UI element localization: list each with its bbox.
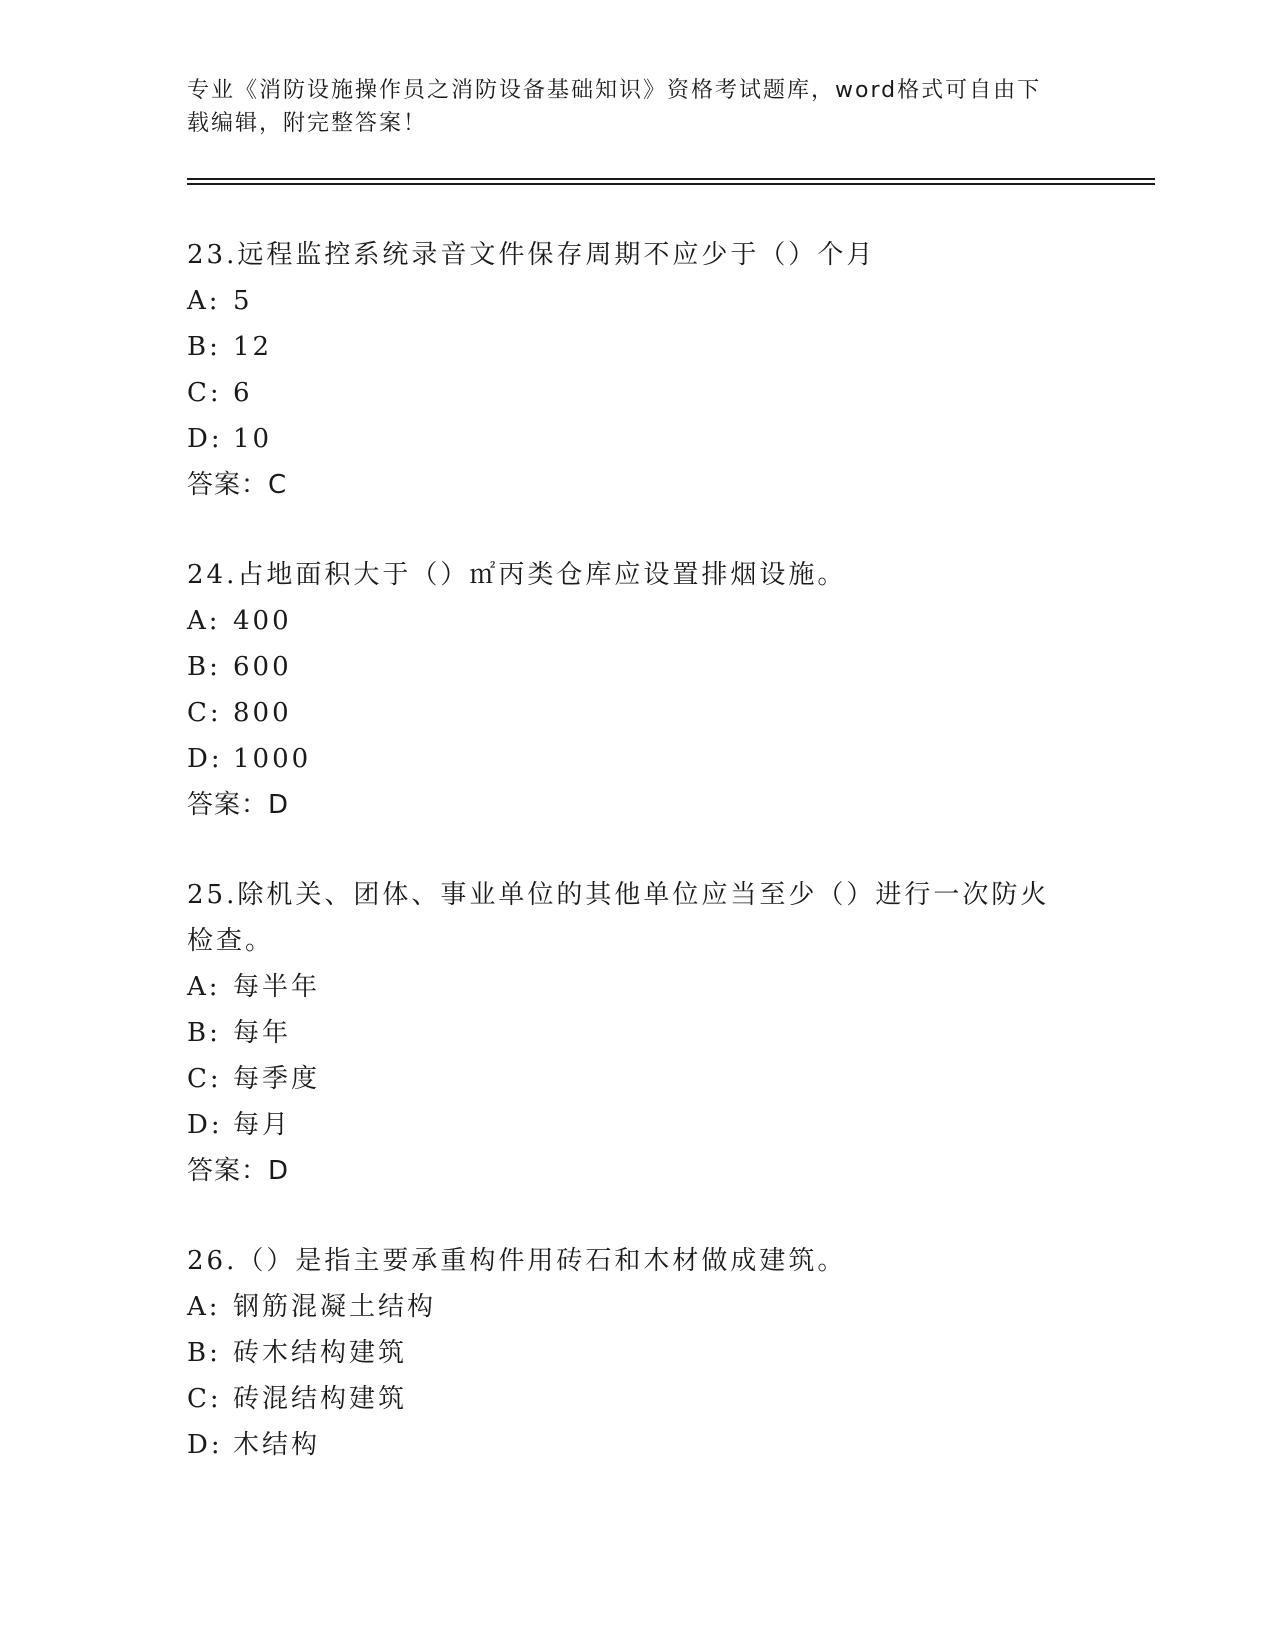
option-text: 每季度 <box>233 1064 321 1094</box>
answer-line: 答案：C <box>187 470 288 500</box>
option-key: A: <box>187 286 221 316</box>
option-key: A: <box>187 606 221 636</box>
option-a <box>187 1284 1087 1330</box>
answer-line: 答案：D <box>187 790 290 820</box>
option-d <box>187 1422 1087 1468</box>
option-text: 12 <box>233 332 273 362</box>
option-key: D: <box>187 744 223 774</box>
option-key: C: <box>187 698 222 728</box>
option-text: 800 <box>233 698 292 728</box>
option-text: 每半年 <box>233 972 321 1002</box>
option-key: B: <box>187 332 221 362</box>
option-key: D: <box>187 1430 223 1460</box>
question-stem: 25.除机关、团体、事业单位的其他单位应当至少（）进行一次防火检查。 <box>187 880 1050 956</box>
option-key: C: <box>187 378 222 408</box>
option-c <box>187 370 1087 416</box>
option-key: C: <box>187 1064 222 1094</box>
question-25 <box>187 872 1087 1194</box>
option-text: 砖混结构建筑 <box>233 1384 408 1414</box>
option-key: B: <box>187 1338 221 1368</box>
option-key: B: <box>187 1018 221 1048</box>
option-key: B: <box>187 652 221 682</box>
option-text: 10 <box>233 424 273 454</box>
option-d <box>187 736 1087 782</box>
option-text: 每年 <box>233 1018 292 1048</box>
option-a <box>187 598 1087 644</box>
option-text: 5 <box>233 286 253 316</box>
option-b <box>187 324 1087 370</box>
question-list <box>187 232 1087 1512</box>
option-c <box>187 1056 1087 1102</box>
option-c <box>187 690 1087 736</box>
option-b <box>187 1010 1087 1056</box>
option-key: D: <box>187 424 223 454</box>
question-24 <box>187 552 1087 828</box>
option-a <box>187 964 1087 1010</box>
option-key: C: <box>187 1384 222 1414</box>
option-text: 钢筋混凝土结构 <box>233 1292 437 1322</box>
option-text: 1000 <box>233 744 312 774</box>
answer-line: 答案：D <box>187 1156 290 1186</box>
option-b <box>187 644 1087 690</box>
option-key: D: <box>187 1110 223 1140</box>
option-text: 每月 <box>233 1110 292 1140</box>
question-stem: 24.占地面积大于（）㎡丙类仓库应设置排烟设施。 <box>187 560 847 590</box>
option-text: 600 <box>233 652 292 682</box>
option-text: 6 <box>233 378 253 408</box>
question-stem: 26.（）是指主要承重构件用砖石和木材做成建筑。 <box>187 1246 847 1276</box>
header-line-2: 载编辑，附完整答案！ <box>187 111 428 136</box>
question-23 <box>187 232 1087 508</box>
option-b <box>187 1330 1087 1376</box>
option-key: A: <box>187 1292 221 1322</box>
option-text: 木结构 <box>233 1430 321 1460</box>
question-stem: 23.远程监控系统录音文件保存周期不应少于（）个月 <box>187 240 876 270</box>
option-c <box>187 1376 1087 1422</box>
option-text: 砖木结构建筑 <box>233 1338 408 1368</box>
option-a <box>187 278 1087 324</box>
document-header <box>187 74 1067 140</box>
option-key: A: <box>187 972 221 1002</box>
header-line-1: 专业《消防设施操作员之消防设备基础知识》资格考试题库，word格式可自由下 <box>187 78 1042 103</box>
option-d <box>187 416 1087 462</box>
option-d <box>187 1102 1087 1148</box>
option-text: 400 <box>233 606 292 636</box>
question-26 <box>187 1238 1087 1468</box>
header-double-rule <box>187 178 1155 185</box>
